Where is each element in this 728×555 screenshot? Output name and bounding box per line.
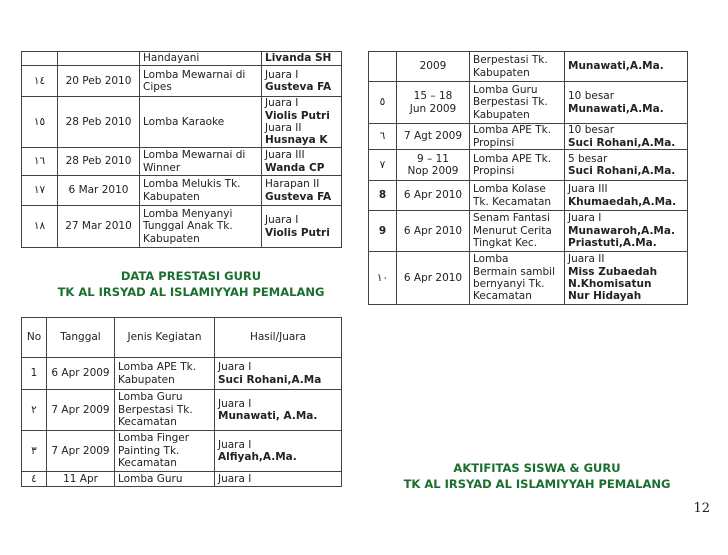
cell-line: Alfiyah,A.Ma. (218, 451, 297, 463)
table-row (369, 124, 688, 150)
row-event (470, 181, 565, 211)
right-title-line2: TK AL IRSYAD AL ISLAMIYYAH PEMALANG (403, 477, 671, 491)
cell-line: Harapan II (265, 178, 320, 191)
cell-line: Nop 2009 (407, 165, 459, 177)
cell-line: Tingkat Kec. (473, 237, 538, 250)
cell-line: Suci Rohani,A.Ma. (568, 136, 676, 149)
row-event (115, 358, 215, 390)
table-row (369, 52, 688, 82)
cell-line: Khumaedah,A.Ma. (568, 195, 677, 208)
cell-line: Livanda SH (265, 52, 332, 65)
row-result (262, 66, 342, 97)
row-result (262, 52, 342, 66)
cell-line: Juara I (218, 397, 252, 410)
cell-line: Tunggal Anak Tk. (143, 220, 233, 233)
cell-line: Gusteva FA (265, 190, 332, 203)
cell-line: Winner (143, 161, 181, 174)
row-result (262, 176, 342, 206)
row-event (470, 211, 565, 252)
row-number (22, 52, 58, 66)
cell-line: Violis Putri (265, 226, 330, 239)
table-header-row (22, 318, 342, 358)
header-date: Tanggal (47, 318, 115, 358)
cell-line: Juara I (218, 361, 252, 374)
page-number: 12 (693, 501, 710, 516)
cell-line: Munawati,A.Ma. (568, 102, 664, 115)
cell-line: Jun 2009 (409, 102, 457, 115)
row-event (115, 390, 215, 431)
row-number: 1 (22, 358, 47, 390)
row-result (215, 472, 342, 487)
row-number: ٦ (369, 124, 397, 150)
cell-line: Kabupaten (118, 373, 175, 386)
row-number: ١٨ (22, 206, 58, 248)
table-row (22, 206, 342, 248)
cell-line: Suci Rohani,A.Ma (218, 373, 322, 386)
row-event (140, 66, 262, 97)
cell-line: 6 Apr 2010 (403, 271, 463, 284)
row-date: 28 Peb 2010 (58, 97, 140, 148)
cell-line: Berpestasi Tk. (118, 403, 193, 416)
cell-line: Lomba Karaoke (143, 115, 225, 128)
row-number: 8 (369, 181, 397, 211)
left-title (21, 268, 361, 300)
cell-line: Menurut Cerita (473, 224, 552, 237)
cell-line: Lomba Mewarnai di (143, 68, 246, 81)
table-row (22, 390, 342, 431)
table-row (369, 150, 688, 181)
row-date (397, 181, 470, 211)
cell-line: Husnaya K (265, 134, 328, 147)
cell-line: Lomba APE Tk. (118, 361, 197, 374)
table-row (369, 211, 688, 252)
cell-line: Kecamatan (118, 457, 177, 470)
header-result: Hasil/Juara (215, 318, 342, 358)
row-number: ١٠ (369, 252, 397, 305)
cell-line: Suci Rohani,A.Ma. (568, 165, 676, 177)
cell-line: Juara II (265, 122, 302, 134)
cell-line: Juara I (265, 97, 299, 110)
table-row (22, 66, 342, 97)
cell-line: Handayani (143, 52, 200, 65)
cell-line: Lomba Mewarnai di (143, 149, 246, 162)
row-date (397, 150, 470, 181)
row-result (262, 97, 342, 148)
row-event (470, 82, 565, 124)
table-row (369, 252, 688, 305)
row-event (140, 52, 262, 66)
cell-line: 9 – 11 (417, 152, 449, 165)
cell-line: Lomba Kolase (473, 183, 546, 196)
cell-line: Cipes (143, 81, 172, 93)
row-number: ١٤ (22, 66, 58, 97)
row-date (58, 52, 140, 66)
row-result (565, 181, 688, 211)
row-event (140, 176, 262, 206)
table-row (22, 52, 342, 66)
row-number: ٤ (22, 472, 47, 487)
cell-line: Juara I (218, 472, 252, 485)
cell-line: Lomba Guru (473, 83, 538, 96)
cell-line: Nur Hidayah (568, 290, 642, 303)
cell-line: Juara I (265, 68, 299, 81)
cell-line: Kecamatan (473, 290, 532, 303)
cell-line: Painting Tk. (118, 444, 180, 457)
right-title (392, 460, 682, 492)
row-result (215, 390, 342, 431)
cell-line: Senam Fantasi (473, 212, 550, 225)
row-event (140, 148, 262, 176)
row-number: ١٥ (22, 97, 58, 148)
row-date: 7 Apr 2009 (47, 390, 115, 431)
row-result (565, 52, 688, 82)
row-event (140, 97, 262, 148)
left-title-line2: TK AL IRSYAD AL ISLAMIYYAH PEMALANG (57, 285, 325, 299)
cell-line: Juara I (265, 214, 299, 227)
cell-line: Lomba Melukis Tk. (143, 178, 241, 191)
cell-line: Lomba Menyanyi (143, 207, 233, 220)
cell-line: Munawati,A.Ma. (568, 60, 664, 73)
left-top-achievement-table (21, 51, 342, 248)
cell-line: Lomba Guru (118, 472, 183, 485)
row-number: 9 (369, 211, 397, 252)
row-date: 6 Mar 2010 (58, 176, 140, 206)
cell-line: Propinsi (473, 136, 515, 149)
cell-line: Lomba APE Tk. (473, 152, 552, 165)
cell-line: Kabupaten (143, 232, 200, 245)
cell-line: 2009 (419, 60, 447, 73)
cell-line: Lomba (473, 253, 509, 266)
cell-line: Munawaroh,A.Ma. (568, 224, 675, 237)
cell-line: Juara II (568, 253, 605, 266)
cell-line: 15 – 18 (413, 90, 453, 103)
table-row (22, 358, 342, 390)
table-row (22, 176, 342, 206)
cell-line: Violis Putri (265, 109, 330, 122)
cell-line: 7 Agt 2009 (403, 130, 463, 143)
row-date (397, 211, 470, 252)
cell-line: Juara III (265, 149, 305, 162)
cell-line: Juara I (568, 212, 602, 225)
row-number: ٢ (22, 390, 47, 431)
cell-line: Munawati, A.Ma. (218, 410, 318, 422)
right-title-line1: AKTIFITAS SISWA & GURU (453, 461, 621, 475)
cell-line: Juara III (568, 183, 608, 196)
cell-line: Kabupaten (473, 66, 530, 79)
table-row (22, 472, 342, 487)
cell-line: Lomba APE Tk. (473, 124, 552, 137)
row-result (215, 431, 342, 472)
row-result (262, 148, 342, 176)
row-event (115, 431, 215, 472)
row-event (115, 472, 215, 487)
row-event (470, 150, 565, 181)
row-date: 7 Apr 2009 (47, 431, 115, 472)
row-number: ١٦ (22, 148, 58, 176)
row-number: ٣ (22, 431, 47, 472)
row-date: 20 Peb 2010 (58, 66, 140, 97)
row-date (397, 52, 470, 82)
cell-line: Priastuti,A.Ma. (568, 237, 657, 250)
cell-line: Kabupaten (473, 108, 530, 121)
left-title-line1: DATA PRESTASI GURU (120, 269, 262, 283)
row-number: ١٧ (22, 176, 58, 206)
cell-line: 10 besar (568, 90, 615, 103)
cell-line: Berpestasi Tk. (473, 96, 548, 109)
row-result (565, 124, 688, 150)
cell-line: Kabupaten (143, 190, 200, 203)
row-result (565, 150, 688, 181)
right-achievement-table (368, 51, 688, 305)
row-number: ٥ (369, 82, 397, 124)
row-event (470, 124, 565, 150)
row-date: 11 Apr (47, 472, 115, 487)
header-no: No (22, 318, 47, 358)
table-row (369, 181, 688, 211)
cell-line: Kecamatan (118, 416, 177, 429)
row-number: ٧ (369, 150, 397, 181)
row-result (565, 252, 688, 305)
cell-line: Juara I (218, 438, 252, 451)
header-event: Jenis Kegiatan (115, 318, 215, 358)
row-date: 27 Mar 2010 (58, 206, 140, 248)
cell-line: Lomba Guru (118, 391, 183, 404)
cell-line: 10 besar (568, 124, 615, 137)
row-result (215, 358, 342, 390)
cell-line: 5 besar (568, 152, 608, 165)
row-event (140, 206, 262, 248)
cell-line: Gusteva FA (265, 81, 332, 93)
cell-line: Lomba Finger (118, 432, 190, 445)
cell-line: 6 Apr 2010 (403, 224, 463, 237)
row-date: 28 Peb 2010 (58, 148, 140, 176)
row-event (470, 52, 565, 82)
cell-line: Tk. Kecamatan (473, 195, 552, 208)
teacher-achievement-table (21, 317, 342, 487)
row-result (565, 82, 688, 124)
cell-line: Miss Zubaedah (568, 265, 658, 278)
cell-line: Bermain sambil (473, 265, 556, 278)
row-number (369, 52, 397, 82)
row-date (397, 124, 470, 150)
cell-line: 6 Apr 2010 (403, 189, 463, 202)
cell-line: Wanda CP (265, 161, 325, 174)
row-date: 6 Apr 2009 (47, 358, 115, 390)
cell-line: N.Khomisatun (568, 278, 652, 290)
row-event (470, 252, 565, 305)
cell-line: Berpestasi Tk. (473, 54, 548, 67)
table-row (22, 148, 342, 176)
table-row (22, 431, 342, 472)
cell-line: Propinsi (473, 165, 515, 177)
table-row (369, 82, 688, 124)
row-date (397, 252, 470, 305)
row-date (397, 82, 470, 124)
row-result (262, 206, 342, 248)
row-result (565, 211, 688, 252)
table-row (22, 97, 342, 148)
cell-line: bernyanyi Tk. (473, 278, 545, 290)
